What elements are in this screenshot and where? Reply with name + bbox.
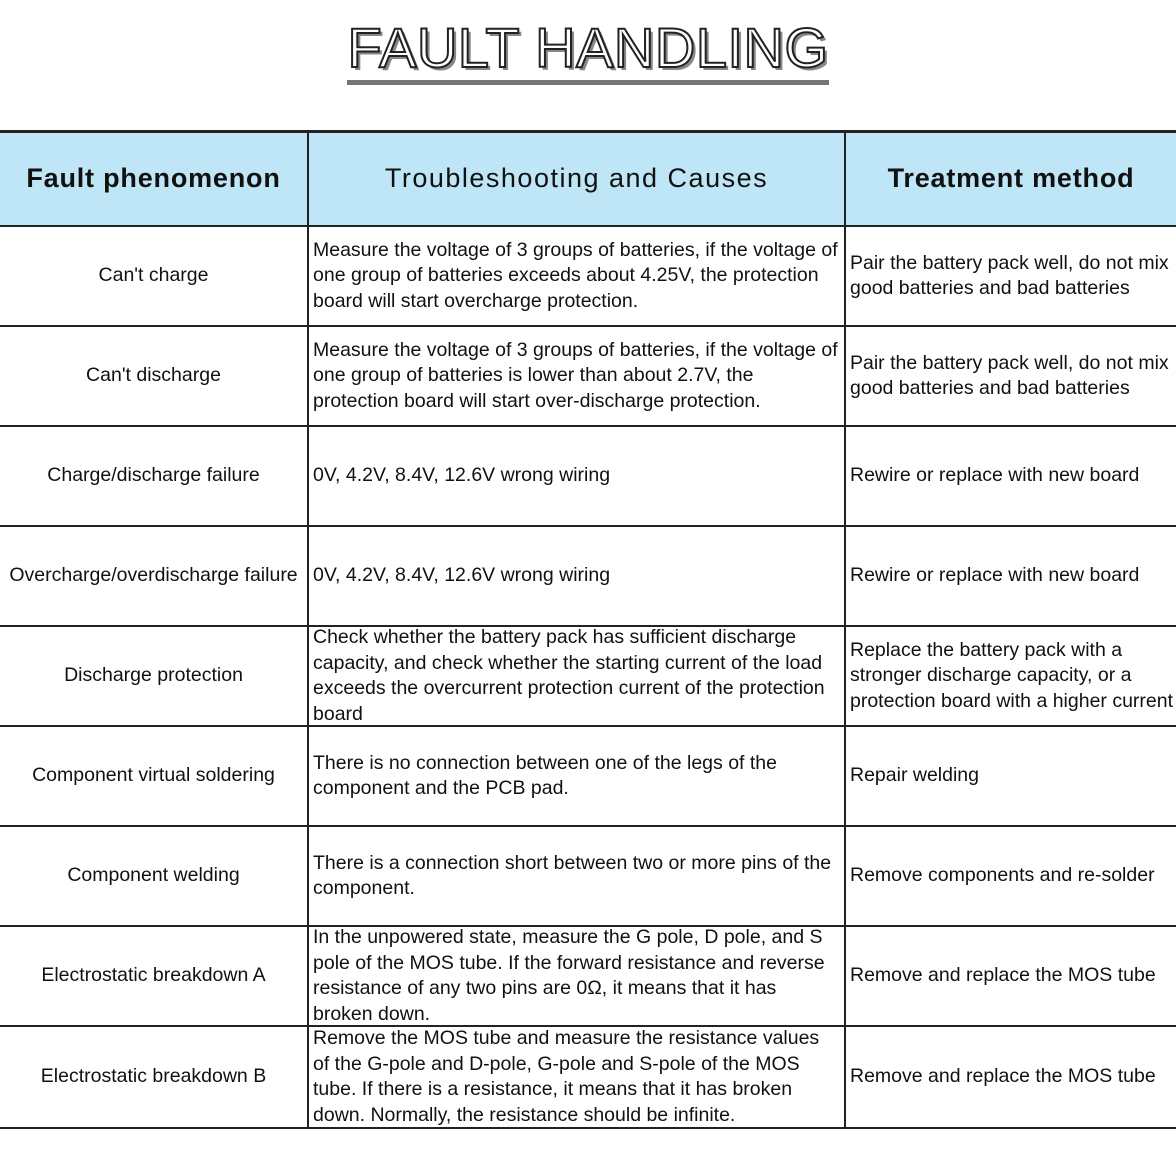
row-8-treatment-text: Remove and replace the MOS tube — [850, 964, 1156, 987]
row-3-cause: 0V, 4.2V, 8.4V, 12.6V wrong wiring — [309, 427, 846, 527]
row-1-treatment — [846, 227, 1176, 327]
row-9-cause: Remove the MOS tube and measure the resistance values of the G-pole and D-pole, G-pole and S-pole of the MOS tube. If there is a resistance, it means that it has broken down. Normally, the resistance should be infinite. — [309, 1027, 846, 1127]
row-6-fault: Component virtual soldering — [0, 727, 309, 827]
page-title-wrap — [0, 18, 1176, 85]
row-9-treatment — [846, 1027, 1176, 1127]
header-fault-phenomenon: Fault phenomenon — [0, 133, 309, 227]
row-7-fault: Component welding — [0, 827, 309, 927]
row-7-treatment — [846, 827, 1176, 927]
row-9-fault: Electrostatic breakdown B — [0, 1027, 309, 1127]
row-5-treatment-text: Replace the battery pack with a stronger discharge capacity, or a protection board with a higher current — [850, 638, 1174, 712]
row-8-treatment — [846, 927, 1176, 1027]
fault-table — [0, 130, 1176, 1129]
row-6-cause: There is no connection between one of the legs of the component and the PCB pad. — [309, 727, 846, 827]
row-2-fault: Can't discharge — [0, 327, 309, 427]
row-4-treatment — [846, 527, 1176, 627]
row-5-cause: Check whether the battery pack has sufficient discharge capacity, and check whether the starting current of the load exceeds the overcurrent protection current of the protection board — [309, 627, 846, 727]
row-5-fault: Discharge protection — [0, 627, 309, 727]
row-3-treatment — [846, 427, 1176, 527]
page-title: FAULT HANDLING — [347, 18, 828, 85]
row-4-cause: 0V, 4.2V, 8.4V, 12.6V wrong wiring — [309, 527, 846, 627]
header-treatment: Treatment method — [846, 133, 1176, 227]
header-troubleshooting: Troubleshooting and Causes — [309, 133, 846, 227]
row-1-fault: Can't charge — [0, 227, 309, 327]
row-2-treatment-text: Pair the battery pack well, do not mix good batteries and bad batteries — [850, 351, 1169, 399]
row-2-treatment — [846, 327, 1176, 427]
row-5-treatment — [846, 627, 1176, 727]
row-1-treatment-text: Pair the battery pack well, do not mix good batteries and bad batteries — [850, 251, 1169, 299]
row-9-treatment-text: Remove and replace the MOS tube — [850, 1065, 1156, 1088]
row-6-treatment — [846, 727, 1176, 827]
row-6-treatment-text: Repair welding — [850, 764, 979, 787]
row-4-treatment-text: Rewire or replace with new board — [850, 564, 1140, 587]
row-2-cause: Measure the voltage of 3 groups of batteries, if the voltage of one group of batteries is lower than about 2.7V, the protection board will start over-discharge protection. — [309, 327, 846, 427]
row-8-fault: Electrostatic breakdown A — [0, 927, 309, 1027]
row-1-cause: Measure the voltage of 3 groups of batteries, if the voltage of one group of batteries exceeds about 4.25V, the protection board will start overcharge protection. — [309, 227, 846, 327]
row-3-fault: Charge/discharge failure — [0, 427, 309, 527]
row-7-cause: There is a connection short between two or more pins of the component. — [309, 827, 846, 927]
row-7-treatment-text: Remove components and re-solder — [850, 864, 1155, 887]
row-4-fault: Overcharge/overdischarge failure — [0, 527, 309, 627]
row-3-treatment-text: Rewire or replace with new board — [850, 464, 1140, 487]
row-8-cause: In the unpowered state, measure the G pole, D pole, and S pole of the MOS tube. If the forward resistance and reverse resistance of any two pins are 0Ω, it means that it has broken down. — [309, 927, 846, 1027]
